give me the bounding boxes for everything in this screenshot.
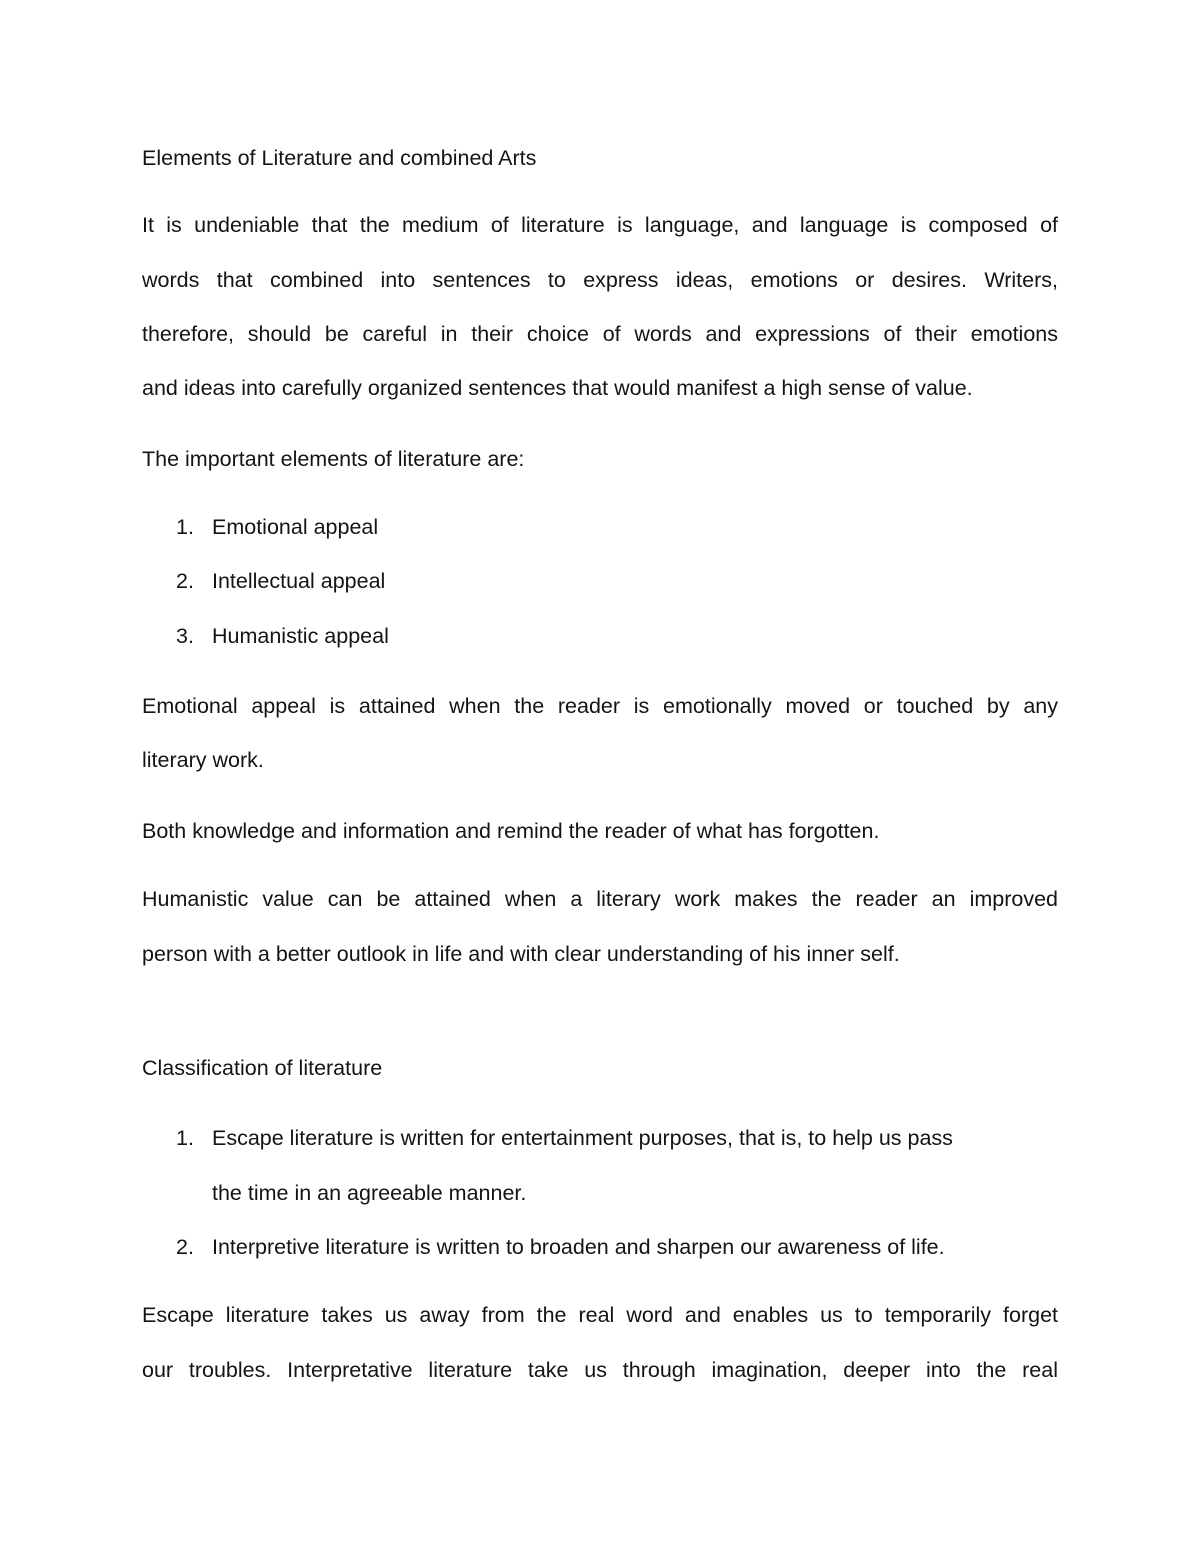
- list-number: 1.: [176, 515, 194, 539]
- paragraph-line: person with a better outlook in life and with clear understanding of his inner self.: [142, 942, 900, 966]
- list-item-intellectual-appeal: Intellectual appeal: [212, 569, 386, 593]
- elements-intro: The important elements of literature are:: [142, 447, 525, 471]
- paragraph-line: therefore, should be careful in their choice of words and expressions of their emotions: [142, 322, 1058, 346]
- paragraph-line: literary work.: [142, 748, 264, 772]
- list-item-escape-literature: Escape literature is written for entertainment purposes, that is, to help us pass: [212, 1126, 953, 1150]
- list-number: 2.: [176, 569, 194, 593]
- paragraph-line: Escape literature takes us away from the real word and enables us to temporarily forget: [142, 1303, 1058, 1327]
- list-item-emotional-appeal: Emotional appeal: [212, 515, 379, 539]
- paragraph-line: and ideas into carefully organized sentences that would manifest a high sense of value.: [142, 376, 973, 400]
- paragraph-line: Humanistic value can be attained when a literary work makes the reader an improved: [142, 887, 1058, 911]
- section-heading-classification: Classification of literature: [142, 1056, 383, 1080]
- list-item-humanistic-appeal: Humanistic appeal: [212, 624, 389, 648]
- list-number: 2.: [176, 1235, 194, 1259]
- paragraph-line: words that combined into sentences to express ideas, emotions or desires. Writers,: [142, 268, 1058, 292]
- section-heading-elements: Elements of Literature and combined Arts: [142, 146, 537, 170]
- list-item-interpretive-literature: Interpretive literature is written to broaden and sharpen our awareness of life.: [212, 1235, 945, 1259]
- paragraph-line: Emotional appeal is attained when the reader is emotionally moved or touched by any: [142, 694, 1058, 718]
- paragraph-line: Both knowledge and information and remind the reader of what has forgotten.: [142, 819, 880, 843]
- paragraph-line: our troubles. Interpretative literature take us through imagination, deeper into the real: [142, 1358, 1058, 1382]
- list-number: 1.: [176, 1126, 194, 1150]
- list-number: 3.: [176, 624, 194, 648]
- paragraph-line: It is undeniable that the medium of literature is language, and language is composed of: [142, 213, 1058, 237]
- list-item-continuation: the time in an agreeable manner.: [212, 1181, 527, 1205]
